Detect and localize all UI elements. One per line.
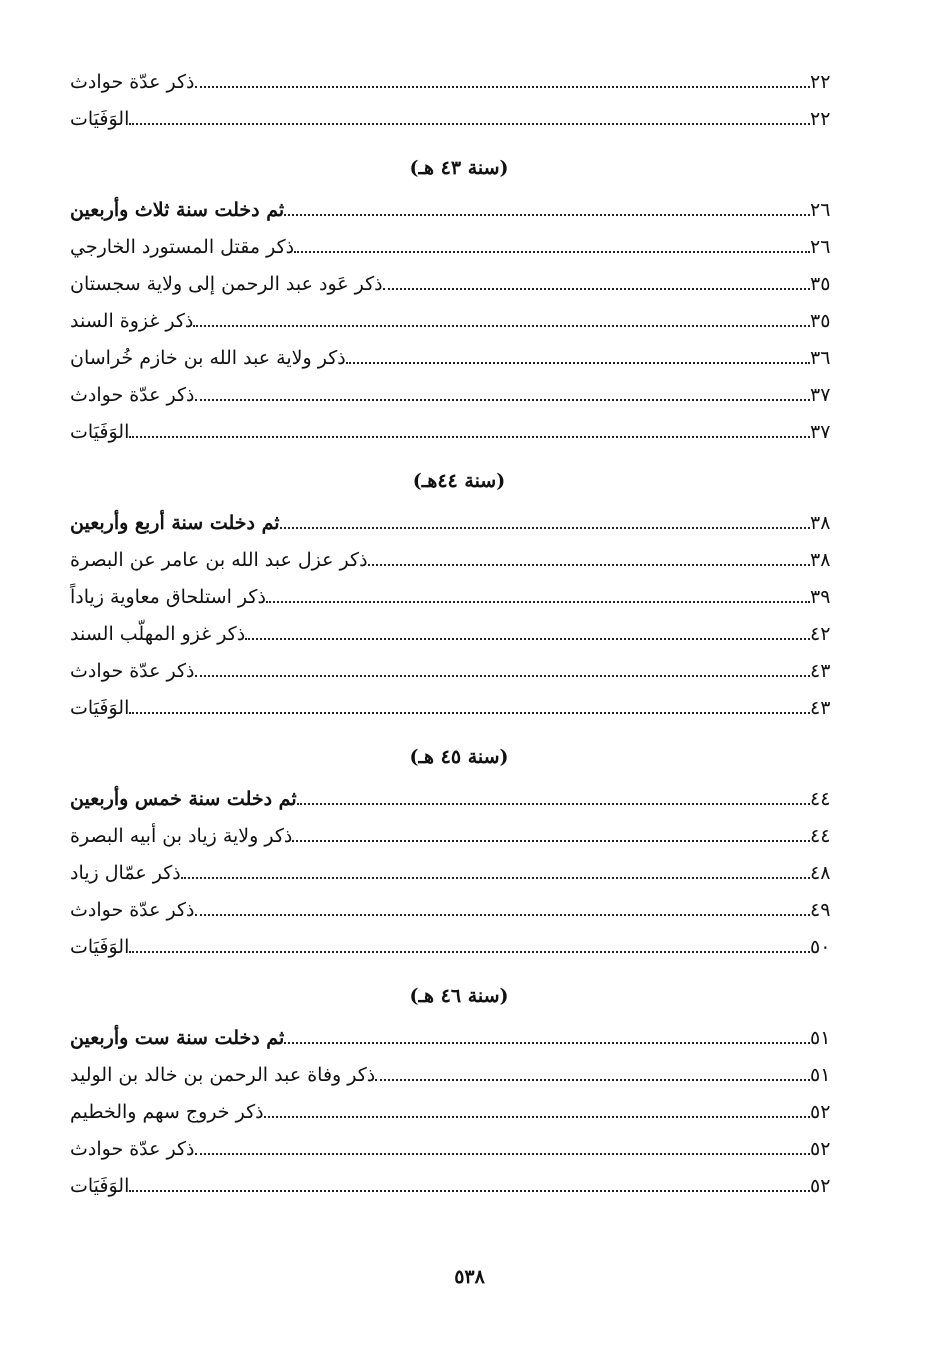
toc-section <box>64 960 854 1199</box>
dot-leader <box>284 213 810 216</box>
dot-leader <box>181 876 810 879</box>
dot-leader <box>129 1189 810 1192</box>
toc-entry <box>64 1162 854 1199</box>
toc-entry <box>64 684 854 721</box>
page-number: ٥٣٨ <box>454 1266 485 1288</box>
toc-entry-page: ٤٩ <box>810 899 831 921</box>
dot-leader <box>195 913 810 916</box>
toc-entry <box>64 849 854 886</box>
dot-leader <box>292 839 810 842</box>
toc-entry-page: ٤٣ <box>810 660 831 682</box>
toc-entry <box>64 58 854 95</box>
toc-entry-page: ٤٨ <box>810 862 831 884</box>
dot-leader <box>375 1078 810 1081</box>
toc-entry <box>64 297 854 334</box>
toc-entry <box>64 647 854 684</box>
toc-entry-page: ٢٢ <box>810 108 831 130</box>
dot-leader <box>195 674 810 677</box>
toc-entry-title: الوَفَيَات <box>70 1175 130 1197</box>
toc-entry-page: ٣٨ <box>810 549 831 571</box>
toc-entry-page: ٥٢ <box>810 1138 831 1160</box>
section-heading: (سنة ٤٣ هـ) <box>409 157 509 179</box>
toc-entry <box>64 334 854 371</box>
toc-entry-title: ثم دخلت سنة ثلاث وأربعين <box>70 199 285 221</box>
toc-entry-page: ٣٦ <box>810 347 831 369</box>
toc-entry <box>64 223 854 260</box>
toc-entry <box>64 1051 854 1088</box>
section-heading: (سنة ٤٤هـ) <box>412 470 506 492</box>
toc-entry <box>64 573 854 610</box>
toc-entry-page: ٤٤ <box>810 825 831 847</box>
toc-entry <box>64 923 854 960</box>
toc-entry-page: ٥٠ <box>810 936 831 958</box>
toc-entry <box>64 371 854 408</box>
toc-entry-page: ٣٨ <box>810 512 831 534</box>
toc-entry-title: ذكر وفاة عبد الرحمن بن خالد بن الوليد <box>70 1064 376 1086</box>
dot-leader <box>346 361 810 364</box>
toc-entry-title: ذكر غزوة السند <box>70 310 194 332</box>
toc-entry <box>64 775 854 812</box>
section-heading: (سنة ٤٥ هـ) <box>409 746 509 768</box>
dot-leader <box>129 711 810 714</box>
toc-entry <box>64 1014 854 1051</box>
toc-entry-title: الوَفَيَات <box>70 421 130 443</box>
toc-entry-title: الوَفَيَات <box>70 108 130 130</box>
toc-section <box>64 721 854 960</box>
toc-entry <box>64 499 854 536</box>
toc-entry <box>64 1088 854 1125</box>
toc-entry-title: الوَفَيَات <box>70 936 130 958</box>
toc-entry-page: ٥١ <box>810 1064 831 1086</box>
dot-leader <box>129 950 810 953</box>
toc-entry <box>64 260 854 297</box>
toc-entry-page: ٣٥ <box>810 273 831 295</box>
toc-entry-title: ثم دخلت سنة أربع وأربعين <box>70 512 280 534</box>
toc-entry-title: ذكر استلحاق معاوية زياداً <box>70 586 266 608</box>
toc-entry-page: ٢٦ <box>810 236 831 258</box>
dot-leader <box>245 637 810 640</box>
toc-entry <box>64 886 854 923</box>
toc-entry-page: ٣٧ <box>810 421 831 443</box>
toc-entry-page: ٥٢ <box>810 1101 831 1123</box>
toc-entry <box>64 186 854 223</box>
dot-leader <box>368 563 810 566</box>
toc-entry-title: ذكر ولاية زياد بن أبيه البصرة <box>70 825 293 847</box>
toc-section <box>64 132 854 445</box>
toc-entry-title: ذكر عدّة حوادث <box>70 384 195 406</box>
toc-entry-title: ذكر ولاية عبد الله بن خازم خُراسان <box>70 347 346 369</box>
toc-entry <box>64 536 854 573</box>
toc-sections <box>64 132 854 1199</box>
toc-entry-title: ذكر عدّة حوادث <box>70 899 195 921</box>
toc-section <box>64 445 854 721</box>
toc-entry-page: ٤٤ <box>810 788 831 810</box>
dot-leader <box>264 1115 810 1118</box>
toc-entry-page: ٥٢ <box>810 1175 831 1197</box>
dot-leader <box>195 398 810 401</box>
toc-entry-page: ٤٣ <box>810 697 831 719</box>
dot-leader <box>280 526 810 529</box>
toc-entry-title: الوَفَيَات <box>70 697 130 719</box>
toc-entry-page: ٤٢ <box>810 623 831 645</box>
dot-leader <box>195 1152 810 1155</box>
toc-entry-title: ثم دخلت سنة ست وأربعين <box>70 1027 285 1049</box>
dot-leader <box>129 122 810 125</box>
section-heading: (سنة ٤٦ هـ) <box>409 985 509 1007</box>
table-of-contents <box>64 58 854 1199</box>
toc-entry <box>64 812 854 849</box>
toc-entry-title: ذكر عمّال زياد <box>70 862 181 884</box>
toc-entry-title: ذكر عَود عبد الرحمن إلى ولاية سجستان <box>70 273 383 295</box>
toc-entry-page: ٣٥ <box>810 310 831 332</box>
toc-entry-page: ٢٦ <box>810 199 831 221</box>
toc-entry-page: ٥١ <box>810 1027 831 1049</box>
dot-leader <box>284 1041 810 1044</box>
toc-entry <box>64 1125 854 1162</box>
toc-entry <box>64 95 854 132</box>
toc-entry-page: ٢٢ <box>810 71 831 93</box>
toc-entry-title: ذكر عزل عبد الله بن عامر عن البصرة <box>70 549 368 571</box>
dot-leader <box>297 802 810 805</box>
dot-leader <box>294 250 810 253</box>
toc-entry-title: ذكر عدّة حوادث <box>70 71 195 93</box>
toc-entry-title: ذكر عدّة حوادث <box>70 1138 195 1160</box>
toc-entry-title: ذكر مقتل المستورد الخارجي <box>70 236 295 258</box>
toc-entry-title: ذكر غزو المهلّب السند <box>70 623 246 645</box>
dot-leader <box>193 324 810 327</box>
toc-entry <box>64 610 854 647</box>
dot-leader <box>195 85 810 88</box>
toc-entry <box>64 408 854 445</box>
dot-leader <box>129 435 810 438</box>
toc-entry-title: ذكر عدّة حوادث <box>70 660 195 682</box>
toc-entry-title: ذكر خروج سهم والخطيم <box>70 1101 264 1123</box>
top-entries <box>64 58 854 132</box>
dot-leader <box>266 600 810 603</box>
toc-entry-title: ثم دخلت سنة خمس وأربعين <box>70 788 297 810</box>
dot-leader <box>383 287 810 290</box>
toc-entry-page: ٣٧ <box>810 384 831 406</box>
toc-entry-page: ٣٩ <box>810 586 831 608</box>
